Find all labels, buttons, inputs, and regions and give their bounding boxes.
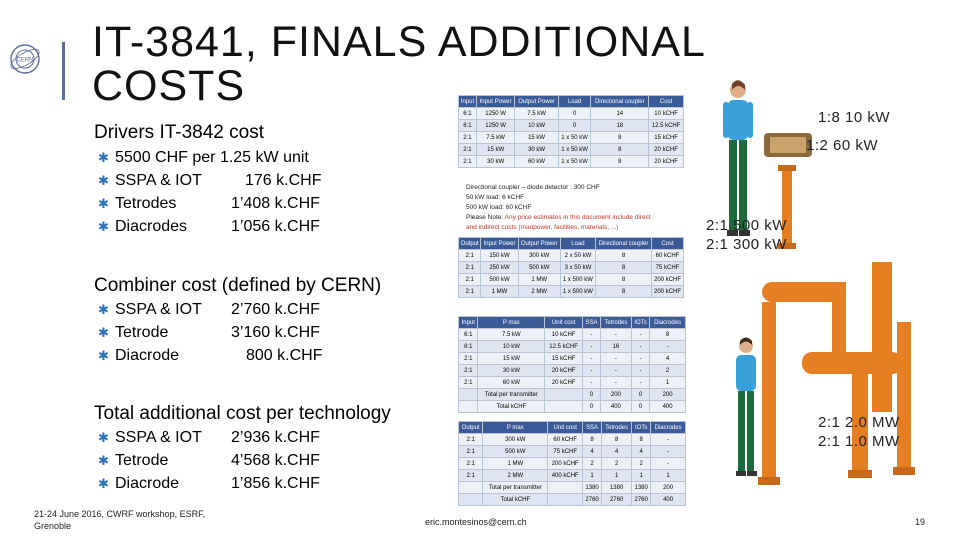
table-cell: 20 kCHF — [545, 377, 583, 389]
table-header-cell: Cost — [649, 96, 684, 108]
table-output-cost-per-technology — [458, 421, 686, 506]
table-cell: 500 kW — [481, 274, 518, 286]
bullet-icon: ✱ — [98, 476, 109, 491]
table-cell: 400 kCHF — [548, 470, 583, 482]
table-header-cell: Directional coupler — [595, 238, 651, 250]
table-cell: 1250 W — [476, 108, 514, 120]
table-cell: 8 — [591, 156, 649, 168]
person-figure-icon — [728, 335, 764, 485]
table-cell: - — [631, 341, 649, 353]
table-header-cell: Input Power — [476, 96, 514, 108]
table-cell: 2 — [583, 458, 602, 470]
table-cell: 30 kW — [515, 144, 559, 156]
table-header-cell: Unit cost — [548, 422, 583, 434]
table-row — [459, 377, 686, 389]
table-cell: 8 — [583, 434, 602, 446]
table-cell: 200 — [651, 482, 686, 494]
table-cell: 150 kW — [481, 250, 518, 262]
table-row — [459, 482, 686, 494]
table-row — [459, 286, 684, 298]
table-cell: - — [600, 353, 631, 365]
bullet-icon: ✱ — [98, 302, 109, 317]
footer-event: 21-24 June 2016, CWRF workshop, ESRF, Grenoble — [34, 509, 206, 531]
table-header-cell: IOTs — [632, 422, 651, 434]
table-row — [459, 250, 684, 262]
ratio-labels-mid: 2:1 500 kW 2:1 300 kW — [706, 217, 787, 253]
table-cell: 0 — [558, 120, 591, 132]
title-line-1: IT-3841, FINALS ADDITIONAL — [92, 18, 706, 66]
table-header-cell: P max — [478, 317, 545, 329]
table-cell: 2 — [602, 458, 632, 470]
table-cell: 8 — [591, 144, 649, 156]
table-cell: 6:1 — [459, 329, 478, 341]
table-cell: 2760 — [583, 494, 602, 506]
table-cell: 8 — [650, 329, 686, 341]
table-row — [459, 458, 686, 470]
table-cell: 1 x 500 kW — [560, 286, 595, 298]
drivers-item: ✱ 5500 CHF per 1.25 kW unit — [98, 146, 358, 169]
table-cell: - — [651, 458, 686, 470]
table-cell: - — [583, 377, 601, 389]
table-cell: 8 — [595, 250, 651, 262]
table-row — [459, 341, 686, 353]
bullet-icon: ✱ — [98, 453, 109, 468]
table-cell: - — [650, 341, 686, 353]
table-cell: 20 kCHF — [649, 156, 684, 168]
bullet-icon: ✱ — [98, 325, 109, 340]
table-cell: 2:1 — [459, 377, 478, 389]
table-cell — [459, 401, 478, 413]
table-cell: 4 — [632, 446, 651, 458]
table-cell: 2:1 — [459, 262, 481, 274]
table-cell: 20 kCHF — [545, 365, 583, 377]
table-header-cell: Output Power — [518, 238, 560, 250]
table-cell: 8 — [632, 434, 651, 446]
table-cell: 1 x 500 kW — [560, 274, 595, 286]
bullet-icon: ✱ — [98, 150, 109, 165]
table-cell: 300 kW — [518, 250, 560, 262]
table-cell: 8 — [595, 274, 651, 286]
table-cell: 1 MW — [481, 286, 518, 298]
table-row — [459, 353, 686, 365]
table-cell: 60 kW — [515, 156, 559, 168]
table-row — [459, 108, 684, 120]
table-cell: 8 — [595, 262, 651, 274]
combiner-item: ✱ Diacrode 800 k.CHF — [98, 344, 358, 367]
drivers-item: ✱ SSPA & IOT 176 k.CHF — [98, 169, 358, 192]
table-cell: 400 — [600, 401, 631, 413]
table-cell: 1 MW — [483, 458, 548, 470]
table-cell: 2:1 — [459, 132, 477, 144]
table-cell: 500 kW — [518, 262, 560, 274]
table-input-cost-per-technology — [458, 316, 686, 413]
table-cell: 2:1 — [459, 156, 477, 168]
footer-email: eric.montesinos@cern.ch — [425, 517, 527, 527]
table-cell: 10 kW — [478, 341, 545, 353]
table-cell: Total per transmitter — [483, 482, 548, 494]
table-cell: 1380 — [602, 482, 632, 494]
table-cell: 4 — [602, 446, 632, 458]
table-row — [459, 470, 686, 482]
table-cell: 0 — [558, 108, 591, 120]
table-cell — [459, 482, 483, 494]
table-cell: 400 — [650, 401, 686, 413]
total-item: ✱ SSPA & IOT 2’936 k.CHF — [98, 426, 358, 449]
table-cell: 2:1 — [459, 458, 483, 470]
table-cell: 1380 — [632, 482, 651, 494]
table-header-cell: Diacrodes — [651, 422, 686, 434]
table-input-combiners — [458, 95, 684, 168]
table-cell: 8 — [602, 434, 632, 446]
table-cell: 60 kCHF — [652, 250, 684, 262]
table-cell — [545, 389, 583, 401]
table-header-cell: SSA — [583, 317, 601, 329]
table-row — [459, 329, 686, 341]
table-cell: 2 MW — [483, 470, 548, 482]
table-cell: - — [651, 434, 686, 446]
table-cell: 1 x 50 kW — [558, 132, 591, 144]
table-cell: 60 kW — [478, 377, 545, 389]
table-cell — [459, 389, 478, 401]
table-cell: 8:1 — [459, 120, 477, 132]
table-header-cell: Input — [459, 96, 477, 108]
total-item: ✱ Tetrode 4’568 k.CHF — [98, 449, 358, 472]
table-cell: - — [583, 329, 601, 341]
table-cell: 10 kW — [515, 120, 559, 132]
table-cell — [548, 482, 583, 494]
table-cell: 75 kCHF — [652, 262, 684, 274]
combiner-item: ✱ SSPA & IOT 2’760 k.CHF — [98, 298, 358, 321]
table-row — [459, 494, 686, 506]
table-cell: 14 — [591, 108, 649, 120]
table-cell: 2:1 — [459, 250, 481, 262]
bullet-icon: ✱ — [98, 196, 109, 211]
drivers-heading: Drivers IT-3842 cost — [94, 122, 264, 143]
page-number: 19 — [915, 517, 926, 527]
table-cell: 75 kCHF — [548, 446, 583, 458]
combiner-item: ✱ Tetrode 3’160 k.CHF — [98, 321, 358, 344]
table-cell: 1250 W — [476, 120, 514, 132]
bullet-icon: ✱ — [98, 173, 109, 188]
cost-note: Directional coupler – diode detector : 300 CHF 50 kW load: 6 kCHF 500 kW load: 60 kCHF Please Note: Any price estimates in this document include direct and indirect costs (manpower, facilities, materials, ...) — [466, 184, 651, 231]
table-cell: 7.5 kW — [476, 132, 514, 144]
table-cell: 2 x 50 kW — [560, 250, 595, 262]
table-cell: 1 — [583, 470, 602, 482]
drivers-item: ✱ Tetrodes 1’408 k.CHF — [98, 192, 358, 215]
table-cell: 2:1 — [459, 353, 478, 365]
table-header-cell: Input Power — [481, 238, 518, 250]
table-cell: 0 — [583, 401, 601, 413]
table-row — [459, 401, 686, 413]
table-header-cell: Output Power — [515, 96, 559, 108]
drivers-item: ✱ Diacrodes 1’056 k.CHF — [98, 215, 358, 238]
combiner-heading: Combiner cost (defined by CERN) — [94, 275, 382, 296]
table-cell: 10 kCHF — [545, 329, 583, 341]
table-cell: 200 kCHF — [548, 458, 583, 470]
table-cell: 8:1 — [459, 341, 478, 353]
table-cell: 15 kW — [515, 132, 559, 144]
table-cell: - — [583, 353, 601, 365]
table-header-cell: Tetrodes — [600, 317, 631, 329]
table-cell: 12.5 kCHF — [649, 120, 684, 132]
table-cell: 7.5 kW — [515, 108, 559, 120]
table-cell — [545, 401, 583, 413]
table-cell — [459, 494, 483, 506]
table-cell: 2 — [650, 365, 686, 377]
table-cell: 2760 — [602, 494, 632, 506]
table-cell: - — [631, 365, 649, 377]
table-cell: 1 x 50 kW — [558, 144, 591, 156]
table-cell: 12.5 kCHF — [545, 341, 583, 353]
table-header-cell: Load — [558, 96, 591, 108]
table-header-cell: Output — [459, 238, 481, 250]
table-cell: 16 — [600, 341, 631, 353]
table-cell: Total kCHF — [478, 401, 545, 413]
table-cell: 0 — [583, 389, 601, 401]
table-cell: 300 kW — [483, 434, 548, 446]
table-row — [459, 389, 686, 401]
table-row — [459, 262, 684, 274]
table-cell: - — [600, 377, 631, 389]
table-cell: 1 — [602, 470, 632, 482]
table-cell: 15 kW — [476, 144, 514, 156]
cern-logo-icon — [8, 42, 42, 76]
table-header-cell: Output — [459, 422, 483, 434]
table-cell: 10 kCHF — [649, 108, 684, 120]
title-accent-bar — [62, 42, 65, 100]
table-cell: 250 kW — [481, 262, 518, 274]
table-cell: 1 — [651, 470, 686, 482]
table-cell: Total kCHF — [483, 494, 548, 506]
table-cell: 30 kW — [476, 156, 514, 168]
table-cell: - — [631, 353, 649, 365]
table-header-cell: Unit cost — [545, 317, 583, 329]
total-item: ✱ Diacrode 1’856 k.CHF — [98, 472, 358, 495]
table-cell: 2:1 — [459, 434, 483, 446]
table-row — [459, 144, 684, 156]
table-cell: 2:1 — [459, 286, 481, 298]
table-cell: - — [651, 446, 686, 458]
table-cell: 1380 — [583, 482, 602, 494]
table-cell: 1 MW — [518, 274, 560, 286]
table-cell: 3 x 50 kW — [560, 262, 595, 274]
table-cell: - — [583, 341, 601, 353]
table-cell: 2:1 — [459, 470, 483, 482]
table-output-combiners — [458, 237, 684, 298]
table-cell: 20 kCHF — [649, 144, 684, 156]
ratio-labels-top: 1:8 10 kW 1:2 60 kW — [806, 109, 891, 154]
table-header-cell: Diacrodes — [650, 317, 686, 329]
table-cell: 2760 — [632, 494, 651, 506]
table-cell: 0 — [631, 401, 649, 413]
bullet-icon: ✱ — [98, 219, 109, 234]
table-header-cell: Cost — [652, 238, 684, 250]
table-cell: 15 kCHF — [649, 132, 684, 144]
table-cell: 400 — [651, 494, 686, 506]
table-cell: 30 kW — [478, 365, 545, 377]
table-cell: 7.5 kW — [478, 329, 545, 341]
table-row — [459, 446, 686, 458]
table-row — [459, 156, 684, 168]
table-cell: - — [631, 377, 649, 389]
table-header-cell: SSA — [583, 422, 602, 434]
table-cell: - — [600, 365, 631, 377]
table-cell: 2:1 — [459, 446, 483, 458]
table-cell: 4 — [650, 353, 686, 365]
table-cell: 60 kCHF — [548, 434, 583, 446]
table-cell: 8 — [595, 286, 651, 298]
table-cell: 200 — [650, 389, 686, 401]
table-cell: 2:1 — [459, 365, 478, 377]
bullet-icon: ✱ — [98, 430, 109, 445]
table-cell: 8 — [591, 132, 649, 144]
svg-text:CERN: CERN — [16, 57, 34, 64]
table-cell: 18 — [591, 120, 649, 132]
table-cell: 15 kW — [478, 353, 545, 365]
title-line-2: COSTS — [92, 62, 246, 110]
table-cell: 4 — [583, 446, 602, 458]
table-cell: 200 kCHF — [652, 274, 684, 286]
table-cell: 500 kW — [483, 446, 548, 458]
table-header-cell: Directional coupler — [591, 96, 649, 108]
table-header-cell: Input — [459, 317, 478, 329]
total-heading: Total additional cost per technology — [94, 403, 391, 424]
table-cell: 2 MW — [518, 286, 560, 298]
table-cell: 2 — [632, 458, 651, 470]
table-cell: - — [583, 365, 601, 377]
table-cell: 0 — [631, 389, 649, 401]
table-cell: - — [600, 329, 631, 341]
bullet-icon: ✱ — [98, 348, 109, 363]
table-cell: Total per transmitter — [478, 389, 545, 401]
table-cell: 6:1 — [459, 108, 477, 120]
table-header-cell: Tetrodes — [602, 422, 632, 434]
table-cell: 15 kCHF — [545, 353, 583, 365]
table-cell: 2:1 — [459, 274, 481, 286]
table-row — [459, 274, 684, 286]
table-row — [459, 365, 686, 377]
table-row — [459, 434, 686, 446]
table-cell: 200 kCHF — [652, 286, 684, 298]
table-row — [459, 120, 684, 132]
table-cell — [548, 494, 583, 506]
table-cell: 1 x 50 kW — [558, 156, 591, 168]
table-header-cell: IOTs — [631, 317, 649, 329]
table-header-cell: Load — [560, 238, 595, 250]
ratio-labels-bottom: 2:1 2.0 MW 2:1 1.0 MW — [818, 414, 900, 450]
table-row — [459, 132, 684, 144]
table-header-cell: P max — [483, 422, 548, 434]
table-cell: 1 — [650, 377, 686, 389]
table-cell: - — [631, 329, 649, 341]
table-cell: 2:1 — [459, 144, 477, 156]
table-cell: 1 — [632, 470, 651, 482]
table-cell: 200 — [600, 389, 631, 401]
